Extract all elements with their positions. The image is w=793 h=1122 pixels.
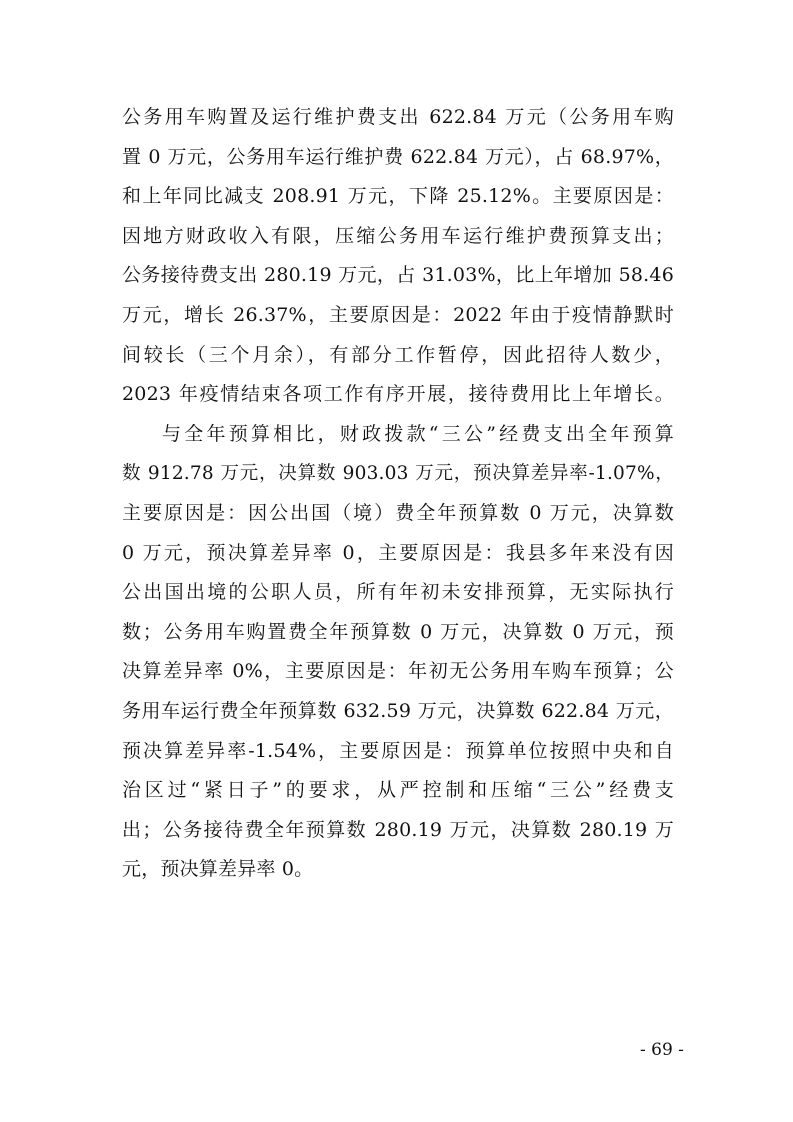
text-line: 主要原因是：因公出国（境）费全年预算数 0 万元，决算数 — [122, 501, 674, 524]
text-line: 数 912.78 万元，决算数 903.03 万元，预决算差异率-1.07%， — [122, 463, 674, 485]
text-line: 和上年同比减支 208.91 万元，下降 25.12%。主要原因是： — [122, 185, 674, 208]
text-line: 万元，增长 26.37%，主要原因是：2022 年由于疫情静默时 — [122, 303, 674, 326]
page-number: - 69 - — [640, 1040, 684, 1060]
text-line: 与全年预算相比，财政拨款“三公”经费支出全年预算 — [162, 422, 674, 445]
text-line: 2023 年疫情结束各项工作有序开展，接待费用比上年增长。 — [122, 383, 674, 406]
text-line: 公出国出境的公职人员，所有年初未安排预算，无实际执行 — [122, 581, 674, 604]
paragraph-1 — [122, 98, 674, 415]
text-line: 置 0 万元，公务用车运行维护费 622.84 万元），占 68.97%， — [122, 145, 674, 168]
text-line: 元，预决算差异率 0。 — [122, 858, 314, 881]
text-line: 治区过“紧日子”的要求，从严控制和压缩“三公”经费支 — [122, 779, 674, 802]
text-line: 预决算差异率-1.54%，主要原因是：预算单位按照中央和自 — [122, 739, 674, 762]
text-line: 务用车运行费全年预算数 632.59 万元，决算数 622.84 万元， — [122, 699, 674, 722]
body-text — [122, 98, 674, 890]
text-line: 决算差异率 0%，主要原因是：年初无公务用车购车预算；公 — [122, 660, 674, 683]
text-line: 因地方财政收入有限，压缩公务用车运行维护费预算支出； — [122, 224, 674, 247]
text-line: 公务接待费支出 280.19 万元，占 31.03%，比上年增加 58.46 — [122, 264, 674, 287]
text-line: 数；公务用车购置费全年预算数 0 万元，决算数 0 万元，预 — [122, 620, 674, 643]
paragraph-2 — [122, 415, 674, 890]
text-line: 间较长（三个月余），有部分工作暂停，因此招待人数少， — [122, 343, 674, 366]
text-line: 0 万元，预决算差异率 0，主要原因是：我县多年来没有因 — [122, 541, 674, 564]
text-line: 出；公务接待费全年预算数 280.19 万元，决算数 280.19 万 — [122, 818, 674, 841]
text-line: 公务用车购置及运行维护费支出 622.84 万元（公务用车购 — [122, 106, 674, 128]
